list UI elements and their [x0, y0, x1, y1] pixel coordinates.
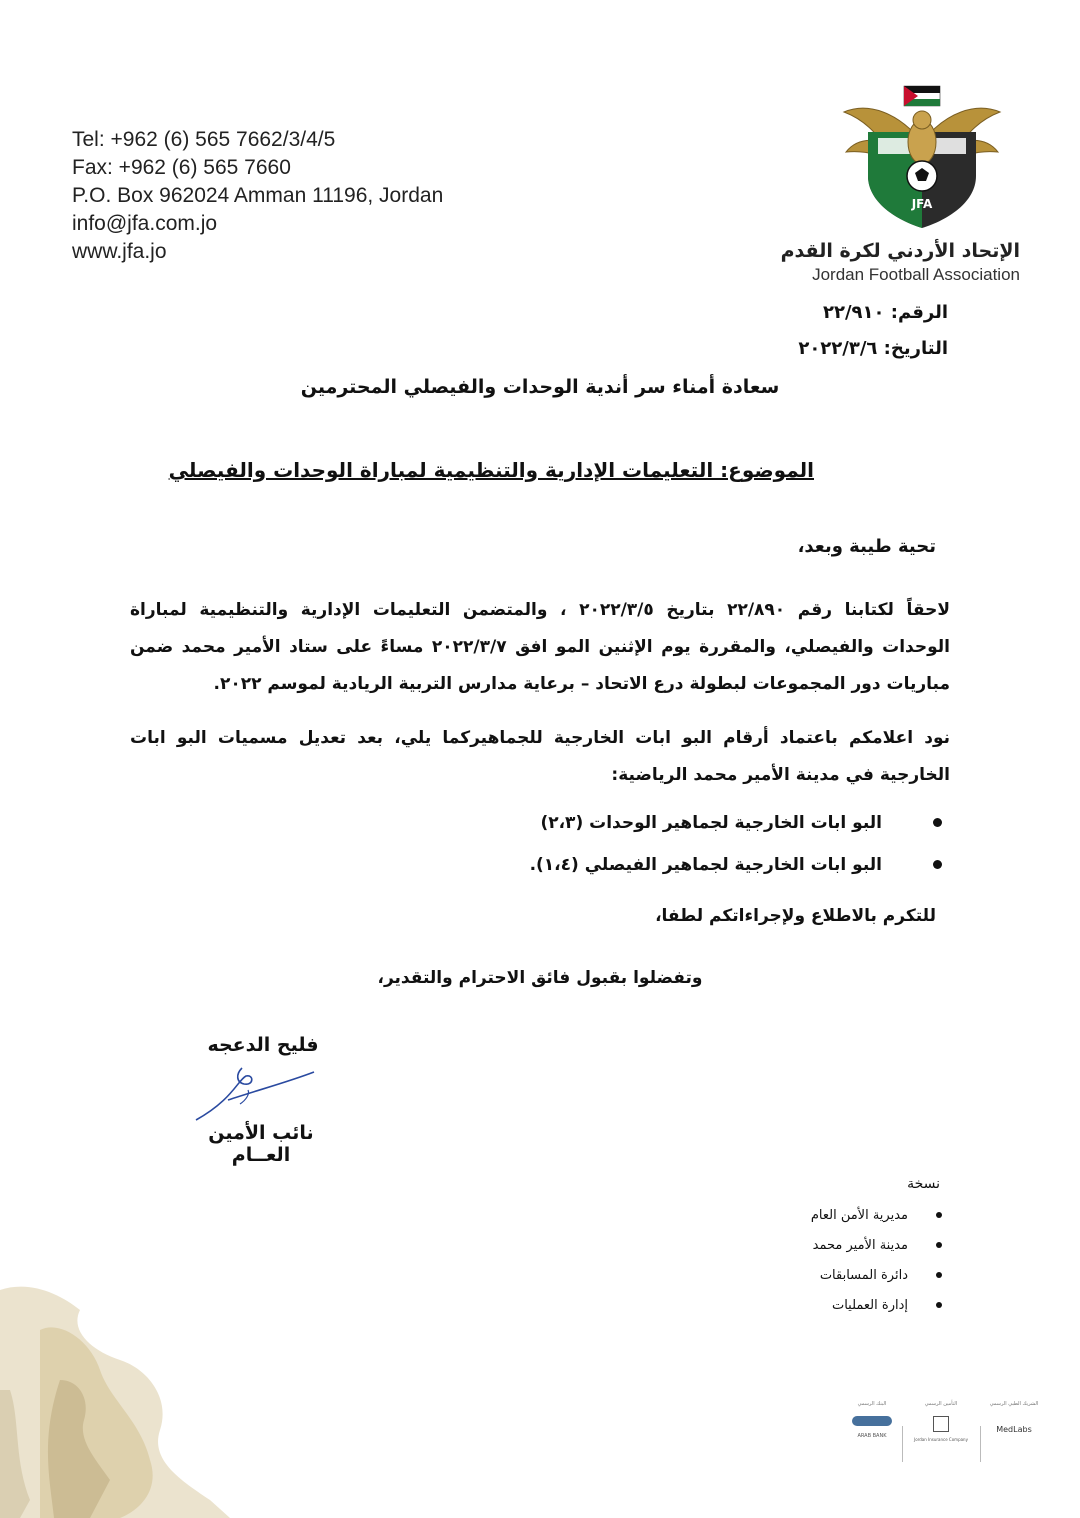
tel-text: Tel: +962 (6) 565 7662/3/4/5 [72, 128, 336, 151]
list-item [530, 850, 912, 892]
list-item [811, 1204, 908, 1234]
sponsor-jordan-insurance [906, 1400, 976, 1444]
sponsor-name: MedLabs [996, 1425, 1032, 1434]
signatory-title: نائب الأمين العــام [208, 1122, 314, 1166]
list-item-text: دائرة المسابقات [819, 1268, 908, 1283]
building-icon [933, 1416, 949, 1432]
list-item-text: مديرية الأمن العام [810, 1208, 908, 1223]
bullet-icon [936, 1272, 942, 1278]
organization-name-ar: الإتحاد الأردني لكرة القدم [780, 240, 1020, 262]
website-text[interactable]: www.jfa.jo [72, 240, 167, 263]
copy-list [811, 1204, 908, 1324]
jfa-logo-icon [838, 72, 1006, 232]
addressee: سعادة أمناء سر أندية الوحدات والفيصلي المحترمين [300, 376, 780, 398]
list-item [811, 1294, 908, 1324]
divider [902, 1426, 903, 1462]
paragraph-2: نود اعلامكم باعتماد أرقام البو ابات الخارجية للجماهيركما يلي، بعد تعديل مسميات البو ابات الخارجية في مدينة الأمير محمد الرياضية: [130, 728, 950, 785]
sponsor-name: ARAB BANK [857, 1433, 887, 1439]
sponsor-arab-bank [846, 1400, 898, 1440]
sponsor-label: الشريك الطبي الرسمي [989, 1401, 1039, 1407]
sponsor-label: التأمين الرسمي [924, 1401, 958, 1407]
bullet-icon [933, 860, 942, 869]
sponsors-bar [846, 1398, 1042, 1468]
closing-regards: وتفضلوا بقبول فائق الاحترام والتقدير، [377, 968, 703, 988]
logo-text: JFA [911, 197, 933, 211]
paragraph-1: لاحقاً لكتابنا رقم ٢٢/٨٩٠ بتاريخ ٢٠٢٢/٣/٥ ، والمتضمن التعليمات الإدارية والتنظيمية لمباراة الوحدات والفيصلي، والمقررة يوم الإثنين المو افق ٢٠٢٢/٣/٧ مساءً على ستاد الأمير محمد ضمن مباريات دور المجموعات لبطولة درع الاتحاد – برعاية مدارس التربية الريادية لموسم ٢٠٢٢. [130, 600, 950, 694]
closing-request: للتكرم بالاطلاع ولإجراءاتكم لطفا، [655, 906, 936, 926]
contact-info [72, 126, 443, 266]
bullet-icon [933, 818, 942, 827]
reference-number: الرقم: ٢٢/٩١٠ [822, 302, 948, 323]
fax-text: Fax: +962 (6) 565 7660 [72, 156, 291, 179]
list-item-text: مدينة الأمير محمد [812, 1238, 908, 1253]
list-item-text: البو ابات الخارجية لجماهير الفيصلي (١،٤). [529, 855, 882, 875]
email-text[interactable]: info@jfa.com.jo [72, 212, 218, 235]
gate-list [530, 808, 912, 892]
signature-icon [188, 1060, 328, 1130]
greeting: تحية طيبة وبعد، [797, 536, 936, 557]
sponsor-name: Jordan Insurance Company [914, 1437, 968, 1442]
bullet-icon [936, 1242, 942, 1248]
letter-date: التاريخ: ٢٠٢٢/٣/٦ [798, 338, 948, 359]
bullet-icon [936, 1212, 942, 1218]
list-item [811, 1264, 908, 1294]
copy-label: نسخة [907, 1176, 940, 1192]
organization-name-en: Jordan Football Association [812, 265, 1020, 284]
sponsor-label: البنك الرسمي [857, 1401, 887, 1407]
jordan-map-watermark-icon [0, 1270, 300, 1518]
signatory-name: فليح الدعجه [207, 1034, 319, 1056]
bank-logo-icon [852, 1416, 892, 1426]
pobox-text: P.O. Box 962024 Amman 11196, Jordan [72, 184, 444, 207]
bullet-icon [936, 1302, 942, 1308]
sponsor-medlabs [986, 1400, 1042, 1434]
divider [980, 1426, 981, 1462]
subject-line: الموضوع: التعليمات الإدارية والتنظيمية لمباراة الوحدات والفيصلي [168, 458, 814, 482]
list-item [530, 808, 912, 850]
list-item [811, 1234, 908, 1264]
list-item-text: البو ابات الخارجية لجماهير الوحدات (٢،٣) [540, 813, 882, 833]
list-item-text: إدارة العمليات [831, 1298, 908, 1313]
